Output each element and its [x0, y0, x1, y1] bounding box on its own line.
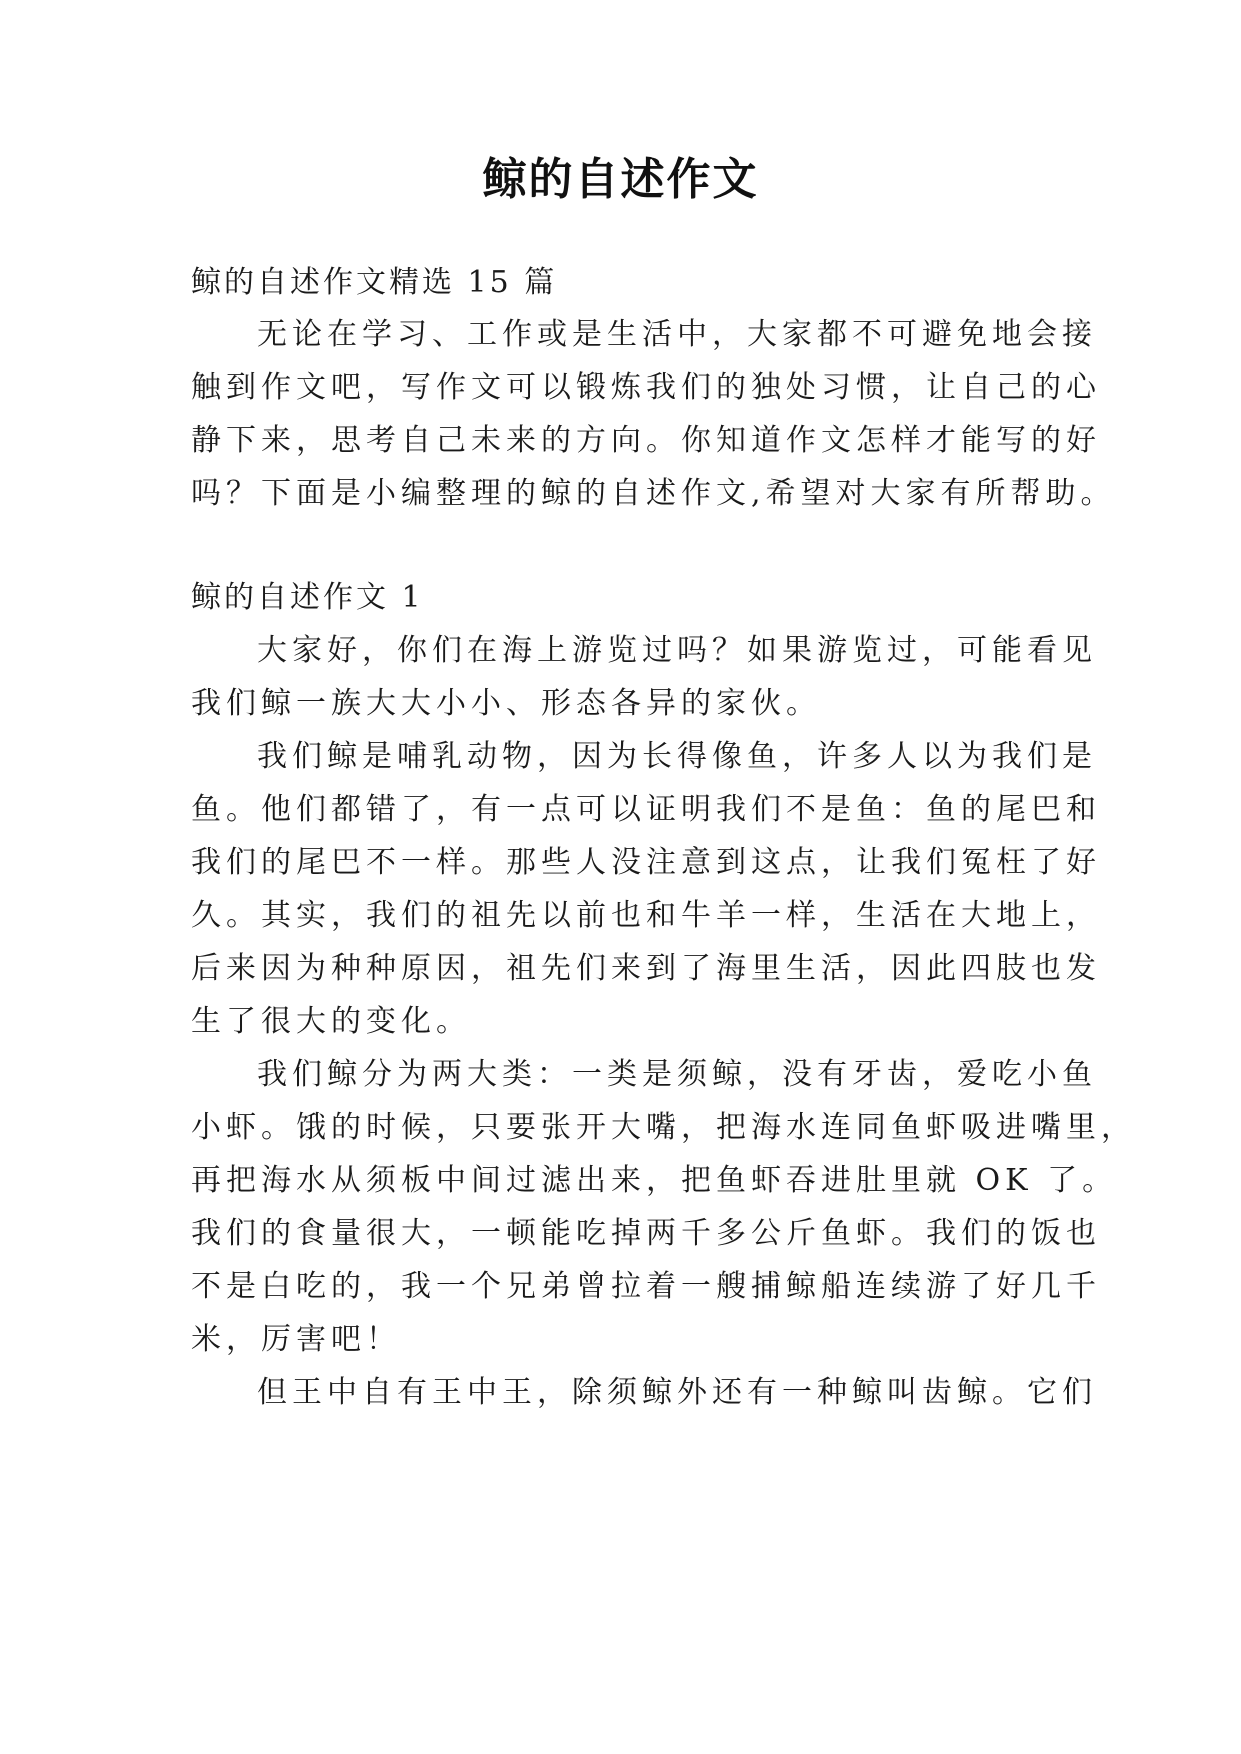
- paragraph-line: 后来因为种种原因，祖先们来到了海里生活，因此四肢也发: [191, 951, 1101, 986]
- paragraph-line: 鱼。他们都错了，有一点可以证明我们不是鱼：鱼的尾巴和: [191, 792, 1101, 827]
- intro-line: 触到作文吧，写作文可以锻炼我们的独处习惯，让自己的心: [191, 370, 1101, 405]
- paragraph-line: 我们的尾巴不一样。那些人没注意到这点，让我们冤枉了好: [191, 845, 1101, 880]
- paragraph-line: 再把海水从须板中间过滤出来，把鱼虾吞进肚里就 OK 了。: [191, 1163, 1118, 1198]
- paragraph-line: 米，厉害吧！: [191, 1322, 401, 1357]
- document-title: 鲸的自述作文: [482, 154, 759, 205]
- intro-line: 吗？下面是小编整理的鲸的自述作文,希望对大家有所帮助。: [191, 476, 1116, 511]
- paragraph-line: 我们鲸分为两大类：一类是须鲸，没有牙齿，爱吃小鱼: [257, 1057, 1097, 1092]
- paragraph-line: 但王中自有王中王，除须鲸外还有一种鲸叫齿鲸。它们: [257, 1375, 1097, 1410]
- paragraph-line: 不是白吃的，我一个兄弟曾拉着一艘捕鲸船连续游了好几千: [191, 1269, 1101, 1304]
- paragraph-line: 我们鲸是哺乳动物，因为长得像鱼，许多人以为我们是: [257, 739, 1097, 774]
- paragraph-line: 大家好，你们在海上游览过吗？如果游览过，可能看见: [257, 633, 1097, 668]
- paragraph-line: 生了很大的变化。: [191, 1004, 471, 1039]
- paragraph-line: 久。其实，我们的祖先以前也和牛羊一样，生活在大地上，: [191, 898, 1101, 933]
- intro-line: 无论在学习、工作或是生活中，大家都不可避免地会接: [257, 317, 1097, 352]
- section-heading: 鲸的自述作文 1: [191, 580, 424, 615]
- paragraph-line: 我们鲸一族大大小小、形态各异的家伙。: [191, 686, 821, 721]
- subtitle: 鲸的自述作文精选 15 篇: [191, 265, 558, 300]
- paragraph-line: 小虾。饿的时候，只要张开大嘴，把海水连同鱼虾吸进嘴里，: [191, 1110, 1136, 1145]
- paragraph-line: 我们的食量很大，一顿能吃掉两千多公斤鱼虾。我们的饭也: [191, 1216, 1101, 1251]
- intro-line: 静下来，思考自己未来的方向。你知道作文怎样才能写的好: [191, 423, 1101, 458]
